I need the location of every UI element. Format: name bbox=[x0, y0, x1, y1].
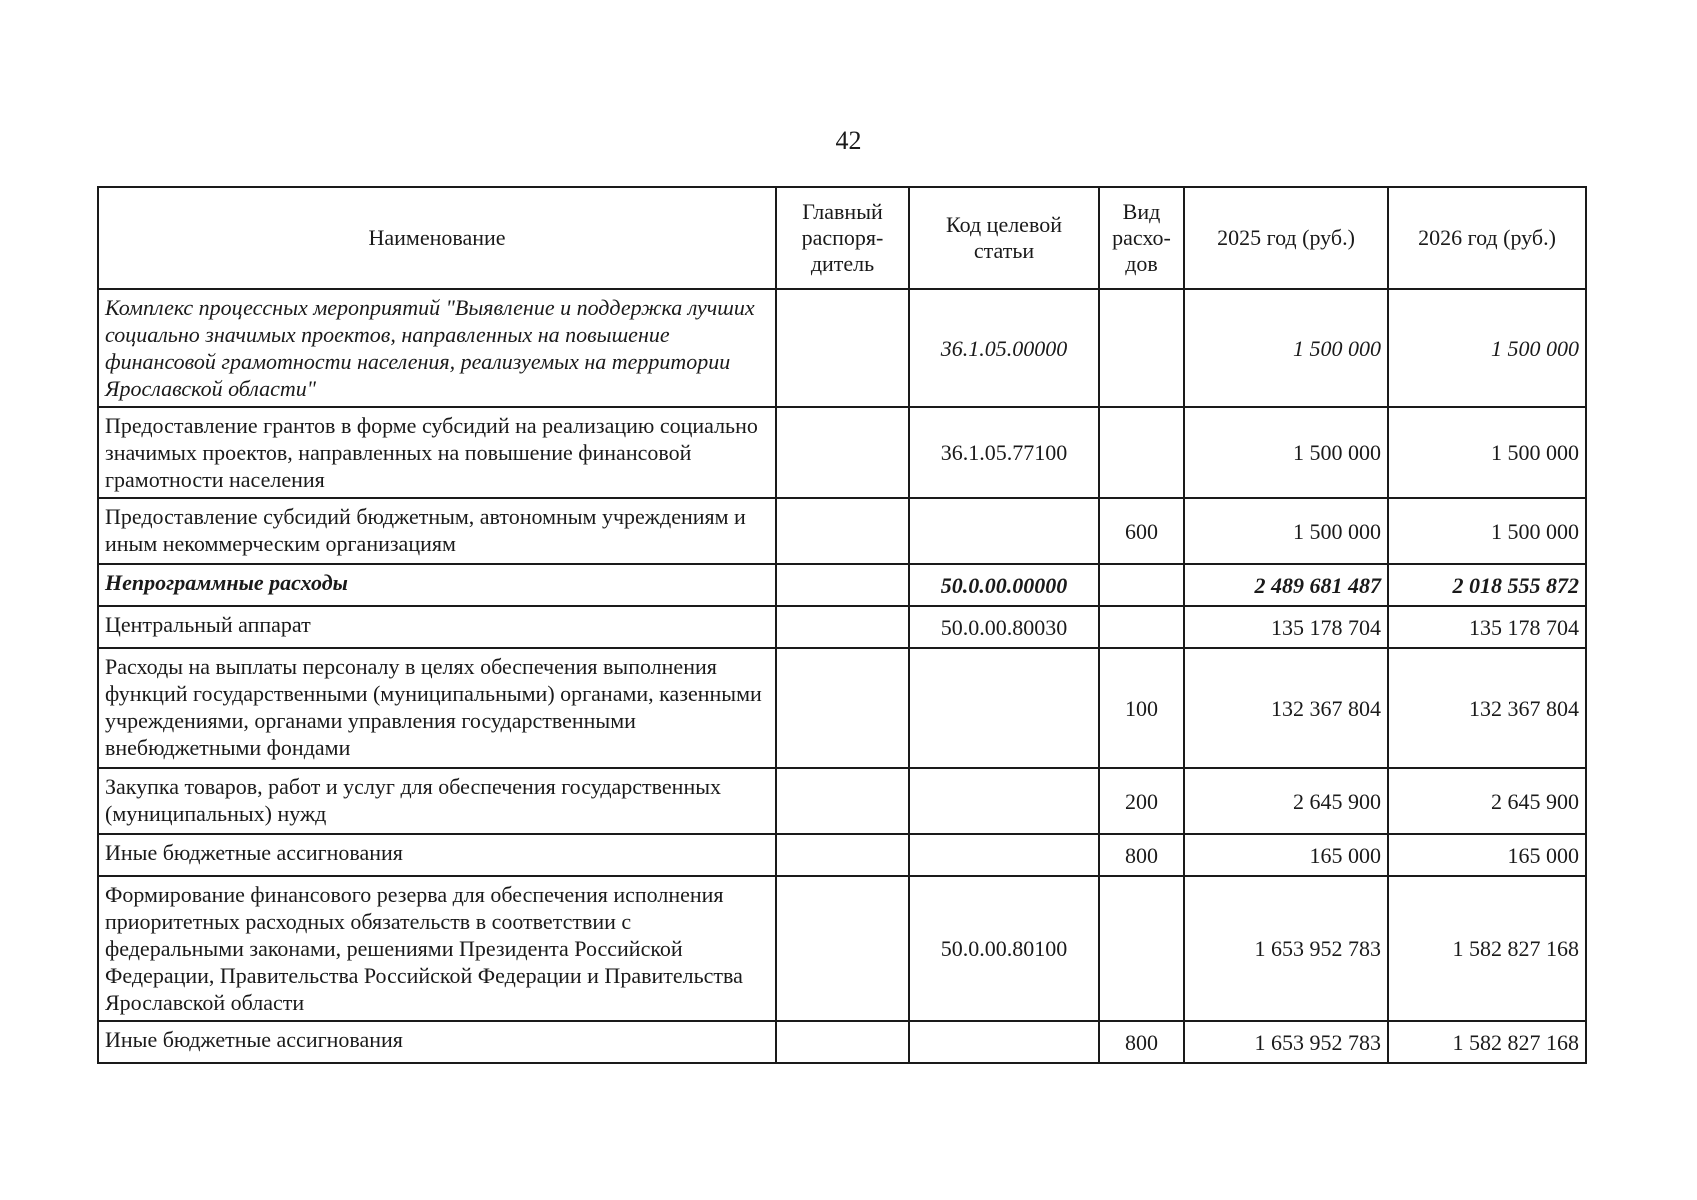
table-row bbox=[98, 498, 1586, 564]
header-2026: 2026 год (руб.) bbox=[1388, 187, 1586, 289]
budget-table bbox=[97, 186, 1587, 1064]
cell-code bbox=[909, 648, 1099, 768]
cell-manager bbox=[776, 648, 909, 768]
cell-2025: 1 500 000 bbox=[1184, 407, 1388, 498]
table-row bbox=[98, 564, 1586, 606]
cell-name: Непрограммные расходы bbox=[98, 564, 776, 606]
cell-kind bbox=[1099, 407, 1184, 498]
table-row bbox=[98, 1021, 1586, 1063]
cell-2026: 135 178 704 bbox=[1388, 606, 1586, 648]
cell-name: Предоставление субсидий бюджетным, автономным учреждениям и иным некоммерческим организациям bbox=[98, 498, 776, 564]
cell-kind bbox=[1099, 606, 1184, 648]
cell-name: Предоставление грантов в форме субсидий на реализацию социально значимых проектов, направленных на повышение финансовой грамотности населения bbox=[98, 407, 776, 498]
cell-kind bbox=[1099, 564, 1184, 606]
cell-2025: 1 653 952 783 bbox=[1184, 876, 1388, 1021]
cell-name: Комплекс процессных мероприятий "Выявление и поддержка лучших социально значимых проектов, направленных на повышение финансовой грамотности населения, реализуемых на территории Ярославской области" bbox=[98, 289, 776, 407]
cell-2026: 1 582 827 168 bbox=[1388, 876, 1586, 1021]
table-row bbox=[98, 606, 1586, 648]
cell-kind: 800 bbox=[1099, 1021, 1184, 1063]
cell-code: 50.0.00.80030 bbox=[909, 606, 1099, 648]
cell-manager bbox=[776, 564, 909, 606]
cell-2026: 1 582 827 168 bbox=[1388, 1021, 1586, 1063]
cell-name: Расходы на выплаты персоналу в целях обеспечения выполнения функций государственными (муниципальными) органами, казенными учреждениями, органами управления государственными внебюджетными фондами bbox=[98, 648, 776, 768]
header-code: Код целевой статьи bbox=[909, 187, 1099, 289]
table-row bbox=[98, 289, 1586, 407]
cell-code bbox=[909, 498, 1099, 564]
cell-2026: 1 500 000 bbox=[1388, 407, 1586, 498]
cell-code: 36.1.05.77100 bbox=[909, 407, 1099, 498]
cell-2026: 1 500 000 bbox=[1388, 289, 1586, 407]
cell-2026: 1 500 000 bbox=[1388, 498, 1586, 564]
cell-name: Иные бюджетные ассигнования bbox=[98, 1021, 776, 1063]
cell-2026: 132 367 804 bbox=[1388, 648, 1586, 768]
header-name: Наименование bbox=[98, 187, 776, 289]
cell-2025: 1 653 952 783 bbox=[1184, 1021, 1388, 1063]
page-number: 42 bbox=[835, 126, 862, 155]
cell-code: 50.0.00.00000 bbox=[909, 564, 1099, 606]
cell-manager bbox=[776, 606, 909, 648]
cell-kind: 100 bbox=[1099, 648, 1184, 768]
table-row bbox=[98, 876, 1586, 1021]
cell-2026: 2 018 555 872 bbox=[1388, 564, 1586, 606]
cell-name: Закупка товаров, работ и услуг для обеспечения государственных (муниципальных) нужд bbox=[98, 768, 776, 834]
table-header-row bbox=[98, 187, 1586, 289]
table-row bbox=[98, 648, 1586, 768]
cell-manager bbox=[776, 876, 909, 1021]
cell-2025: 132 367 804 bbox=[1184, 648, 1388, 768]
cell-2026: 165 000 bbox=[1388, 834, 1586, 876]
cell-kind: 800 bbox=[1099, 834, 1184, 876]
cell-2025: 2 489 681 487 bbox=[1184, 564, 1388, 606]
cell-2025: 2 645 900 bbox=[1184, 768, 1388, 834]
cell-code: 50.0.00.80100 bbox=[909, 876, 1099, 1021]
header-2025: 2025 год (руб.) bbox=[1184, 187, 1388, 289]
header-manager: Главный распоря-дитель bbox=[776, 187, 909, 289]
cell-manager bbox=[776, 407, 909, 498]
cell-2025: 1 500 000 bbox=[1184, 289, 1388, 407]
cell-code bbox=[909, 1021, 1099, 1063]
table-row bbox=[98, 834, 1586, 876]
cell-manager bbox=[776, 768, 909, 834]
header-kind: Вид расхо-дов bbox=[1099, 187, 1184, 289]
cell-code bbox=[909, 768, 1099, 834]
cell-code bbox=[909, 834, 1099, 876]
table-body bbox=[98, 289, 1586, 1063]
cell-manager bbox=[776, 1021, 909, 1063]
cell-2025: 135 178 704 bbox=[1184, 606, 1388, 648]
cell-name: Центральный аппарат bbox=[98, 606, 776, 648]
cell-name: Формирование финансового резерва для обеспечения исполнения приоритетных расходных обязательств в соответствии с федеральными законами, решениями Президента Российской Федерации, Правительства Российской Федерации и Правительства Ярославской области bbox=[98, 876, 776, 1021]
cell-manager bbox=[776, 498, 909, 564]
table-row bbox=[98, 407, 1586, 498]
cell-kind bbox=[1099, 289, 1184, 407]
cell-kind: 600 bbox=[1099, 498, 1184, 564]
cell-code: 36.1.05.00000 bbox=[909, 289, 1099, 407]
cell-kind: 200 bbox=[1099, 768, 1184, 834]
cell-2025: 1 500 000 bbox=[1184, 498, 1388, 564]
cell-2025: 165 000 bbox=[1184, 834, 1388, 876]
cell-2026: 2 645 900 bbox=[1388, 768, 1586, 834]
cell-name: Иные бюджетные ассигнования bbox=[98, 834, 776, 876]
table-row bbox=[98, 768, 1586, 834]
cell-manager bbox=[776, 834, 909, 876]
cell-manager bbox=[776, 289, 909, 407]
cell-kind bbox=[1099, 876, 1184, 1021]
